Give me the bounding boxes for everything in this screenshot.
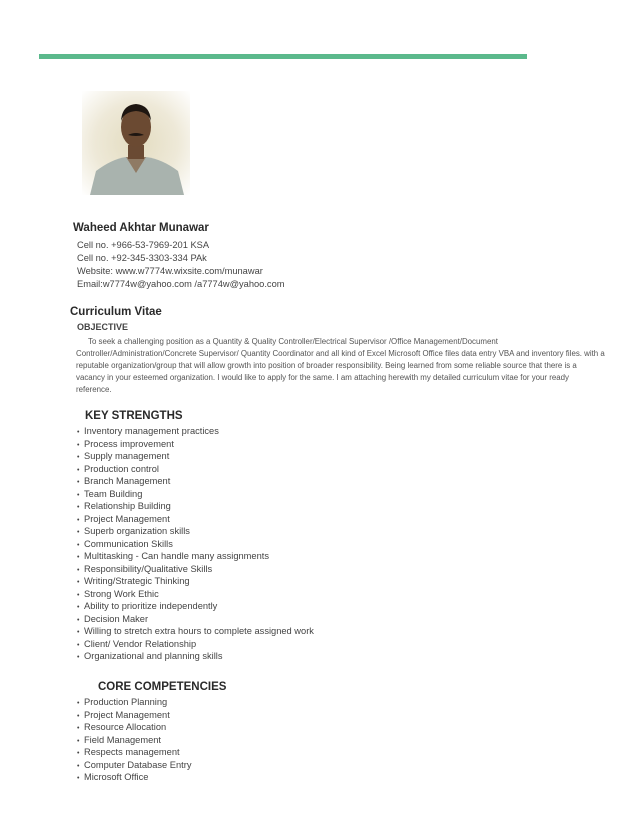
cv-title: Curriculum Vitae (70, 306, 162, 318)
bullet-icon: • (77, 579, 80, 586)
bullet-icon: • (77, 516, 80, 524)
list-item-label: Project Management (84, 709, 170, 720)
list-item-label: Multitasking - Can handle many assignments (84, 551, 269, 561)
list-item-label: Supply management (84, 451, 170, 461)
phone-pak: Cell no. +92-345-3303-334 PAk (77, 253, 207, 263)
list-item (77, 600, 314, 613)
bullet-icon: • (77, 604, 80, 611)
bullet-icon: • (77, 554, 80, 561)
list-item-label: Inventory management practices (84, 426, 219, 436)
bullet-icon: • (77, 616, 80, 624)
bullet-icon: • (77, 566, 80, 574)
list-item (77, 746, 191, 759)
bullet-icon: • (77, 529, 80, 536)
bullet-icon: • (77, 700, 80, 707)
list-item (77, 625, 314, 638)
profile-photo (82, 91, 190, 195)
list-item (77, 638, 314, 651)
list-item-label: Client/ Vendor Relationship (84, 638, 197, 649)
bullet-icon: • (77, 491, 80, 499)
bullet-icon: • (77, 454, 80, 461)
list-item-label: Production control (84, 463, 159, 474)
candidate-name: Waheed Akhtar Munawar (73, 222, 209, 234)
list-item (77, 759, 191, 772)
list-item-label: Computer Database Entry (84, 759, 192, 770)
bullet-icon: • (77, 750, 80, 757)
list-item (77, 709, 191, 722)
list-item (77, 588, 314, 601)
objective-text: To seek a challenging position as a Quantity & Quality Controller/Electrical Supervisor /Office Management/Document Controller/Administration/Concrete Supervisor/ Quantity Coordinator and all kind of Excel Microsoft Office files data entry VBA and inventory files. with a reputable organization/group that will allow growth into position of broader responsibility. Being learned from some reliable source that there is a vacancy in your esteemed organization. I would like to apply for the same. I am attaching herewith my detailed curriculum vitae for your ready reference. (76, 337, 605, 394)
list-item (77, 538, 314, 551)
list-item (77, 563, 314, 576)
phone-ksa: Cell no. +966-53-7969-201 KSA (77, 240, 210, 250)
list-item-label: Process improvement (84, 438, 174, 449)
list-item-label: Project Management (84, 513, 170, 524)
bullet-icon: • (77, 591, 80, 599)
bullet-icon: • (77, 737, 80, 745)
core-competencies-heading: CORE COMPETENCIES (98, 681, 227, 693)
bullet-icon: • (77, 641, 80, 649)
list-item-label: Communication Skills (84, 538, 173, 549)
bullet-icon: • (77, 441, 80, 449)
list-item (77, 613, 314, 626)
list-item (77, 475, 314, 488)
list-item (77, 438, 314, 451)
bullet-icon: • (77, 629, 80, 636)
bullet-icon: • (77, 479, 80, 486)
list-item-label: Willing to stretch extra hours to complete assigned work (84, 626, 314, 636)
list-item (77, 575, 314, 588)
list-item (77, 696, 191, 709)
list-item (77, 550, 314, 563)
list-item-label: Responsibility/Qualitative Skills (84, 563, 213, 574)
bullet-icon: • (77, 429, 80, 436)
list-item (77, 513, 314, 526)
bullet-icon: • (77, 725, 80, 732)
list-item (77, 450, 314, 463)
header-accent-bar (39, 54, 527, 59)
bullet-icon: • (77, 762, 80, 770)
key-strengths-heading: KEY STRENGTHS (85, 410, 183, 422)
bullet-icon: • (77, 712, 80, 720)
key-strengths-list (77, 425, 314, 663)
list-item-label: Relationship Building (84, 501, 171, 511)
bullet-icon: • (77, 466, 80, 474)
list-item (77, 463, 314, 476)
email-link[interactable]: Email:w7774w@yahoo.com /a7774w@yahoo.com (77, 279, 285, 289)
bullet-icon: • (77, 775, 80, 782)
core-competencies-list (77, 696, 191, 784)
list-item-label: Field Management (84, 734, 161, 745)
list-item-label: Microsoft Office (84, 772, 149, 782)
list-item (77, 525, 314, 538)
list-item-label: Decision Maker (84, 613, 149, 624)
list-item (77, 771, 191, 784)
list-item-label: Writing/Strategic Thinking (84, 576, 190, 586)
list-item (77, 500, 314, 513)
bullet-icon: • (77, 541, 80, 549)
list-item-label: Superb organization skills (84, 526, 190, 536)
list-item (77, 650, 314, 663)
bullet-icon: • (77, 504, 80, 511)
list-item (77, 721, 191, 734)
list-item (77, 488, 314, 501)
list-item-label: Strong Work Ethic (84, 588, 159, 599)
list-item-label: Ability to prioritize independently (84, 601, 218, 611)
list-item (77, 425, 314, 438)
list-item (77, 734, 191, 747)
list-item-label: Respects management (84, 747, 180, 757)
objective-heading: OBJECTIVE (77, 322, 129, 332)
list-item-label: Team Building (84, 488, 143, 499)
list-item-label: Organizational and planning skills (84, 651, 223, 661)
website-link[interactable]: Website: www.w7774w.wixsite.com/munawar (77, 266, 263, 276)
list-item-label: Resource Allocation (84, 722, 167, 732)
list-item-label: Branch Management (84, 476, 171, 486)
list-item-label: Production Planning (84, 697, 168, 707)
bullet-icon: • (77, 654, 80, 661)
